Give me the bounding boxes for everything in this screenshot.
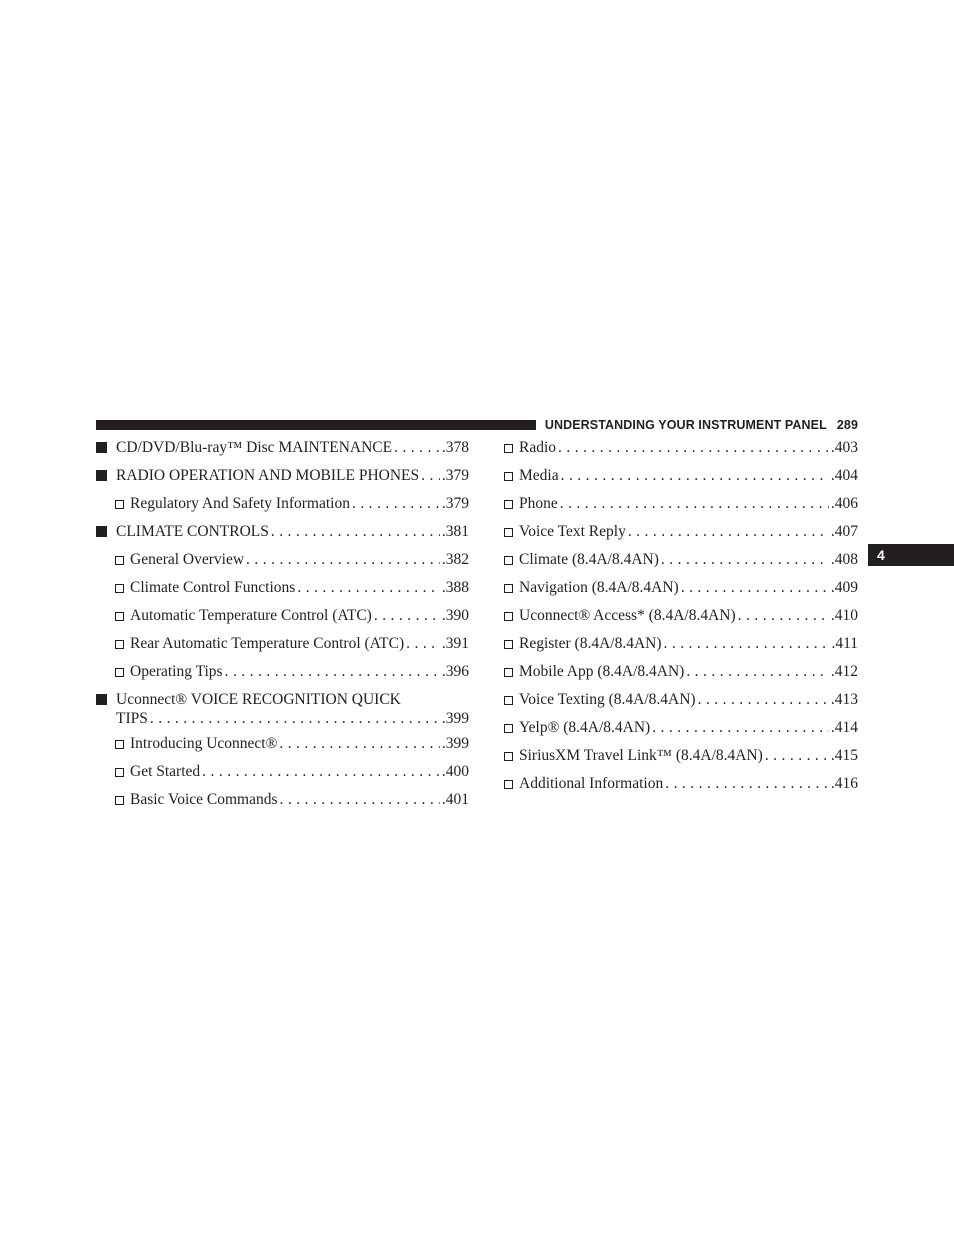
toc-subentry[interactable]: Introducing Uconnect® . . . .399 bbox=[96, 732, 469, 760]
toc-subentry[interactable]: Voice Text Reply . . . .407 bbox=[485, 520, 858, 548]
hollow-square-icon bbox=[504, 556, 513, 565]
toc-entry[interactable]: CLIMATE CONTROLS . . . .381 bbox=[96, 520, 469, 548]
hollow-square-icon bbox=[504, 584, 513, 593]
toc-subentry[interactable]: Climate (8.4A/8.4AN) . . . .408 bbox=[485, 548, 858, 576]
hollow-square-icon bbox=[115, 612, 124, 621]
toc-subentry[interactable]: Phone . . . .406 bbox=[485, 492, 858, 520]
toc-left-column bbox=[96, 436, 469, 816]
hollow-square-icon bbox=[504, 612, 513, 621]
toc-subentry[interactable]: Climate Control Functions . . . .388 bbox=[96, 576, 469, 604]
running-header bbox=[546, 417, 858, 433]
toc-subentry[interactable]: Regulatory And Safety Information . . . .379 bbox=[96, 492, 469, 520]
toc-subentry[interactable]: Basic Voice Commands . . . .401 bbox=[96, 788, 469, 816]
filled-square-icon bbox=[96, 526, 107, 537]
chapter-tab[interactable]: 4 bbox=[868, 544, 954, 566]
toc-subentry[interactable]: SiriusXM Travel Link™ (8.4A/8.4AN) . . . .415 bbox=[485, 744, 858, 772]
toc-subentry[interactable]: Uconnect® Access* (8.4A/8.4AN) . . . .410 bbox=[485, 604, 858, 632]
page-number: 289 bbox=[836, 418, 858, 432]
filled-square-icon bbox=[96, 470, 107, 481]
toc-subentry[interactable]: Navigation (8.4A/8.4AN) . . . .409 bbox=[485, 576, 858, 604]
hollow-square-icon bbox=[115, 668, 124, 677]
hollow-square-icon bbox=[115, 640, 124, 649]
toc-subentry[interactable]: Media . . . .404 bbox=[485, 464, 858, 492]
hollow-square-icon bbox=[504, 528, 513, 537]
hollow-square-icon bbox=[115, 556, 124, 565]
toc-subentry[interactable]: Yelp® (8.4A/8.4AN) . . . .414 bbox=[485, 716, 858, 744]
hollow-square-icon bbox=[504, 668, 513, 677]
toc-subentry[interactable]: Voice Texting (8.4A/8.4AN) . . . .413 bbox=[485, 688, 858, 716]
section-title: UNDERSTANDING YOUR INSTRUMENT PANEL bbox=[544, 418, 827, 432]
toc-subentry[interactable]: Radio . . . .403 bbox=[485, 436, 858, 464]
hollow-square-icon bbox=[504, 472, 513, 481]
toc-subentry[interactable]: Operating Tips . . . .396 bbox=[96, 660, 469, 688]
filled-square-icon bbox=[96, 694, 107, 705]
toc-subentry[interactable]: Rear Automatic Temperature Control (ATC) . . . .391 bbox=[96, 632, 469, 660]
toc-subentry[interactable]: Get Started . . . .400 bbox=[96, 760, 469, 788]
toc-subentry[interactable]: Additional Information . . . .416 bbox=[485, 772, 858, 800]
hollow-square-icon bbox=[504, 696, 513, 705]
hollow-square-icon bbox=[115, 584, 124, 593]
hollow-square-icon bbox=[115, 740, 124, 749]
hollow-square-icon bbox=[504, 780, 513, 789]
hollow-square-icon bbox=[115, 500, 124, 509]
hollow-square-icon bbox=[504, 444, 513, 453]
hollow-square-icon bbox=[504, 724, 513, 733]
hollow-square-icon bbox=[504, 640, 513, 649]
filled-square-icon bbox=[96, 442, 107, 453]
hollow-square-icon bbox=[504, 752, 513, 761]
toc-right-column bbox=[485, 436, 858, 800]
toc-entry[interactable]: CD/DVD/Blu-ray™ Disc MAINTENANCE . . . .378 bbox=[96, 436, 469, 464]
toc-subentry[interactable]: Mobile App (8.4A/8.4AN) . . . .412 bbox=[485, 660, 858, 688]
header-rule bbox=[96, 420, 536, 430]
toc-subentry[interactable]: Automatic Temperature Control (ATC) . . . .390 bbox=[96, 604, 469, 632]
toc-entry[interactable]: RADIO OPERATION AND MOBILE PHONES . . . .379 bbox=[96, 464, 469, 492]
hollow-square-icon bbox=[115, 796, 124, 805]
hollow-square-icon bbox=[115, 768, 124, 777]
hollow-square-icon bbox=[504, 500, 513, 509]
toc-subentry[interactable]: Register (8.4A/8.4AN) . . . .411 bbox=[485, 632, 858, 660]
toc-subentry[interactable]: General Overview . . . .382 bbox=[96, 548, 469, 576]
toc-entry[interactable]: Uconnect® VOICE RECOGNITION QUICK TIPS . . . .399 bbox=[96, 688, 469, 732]
